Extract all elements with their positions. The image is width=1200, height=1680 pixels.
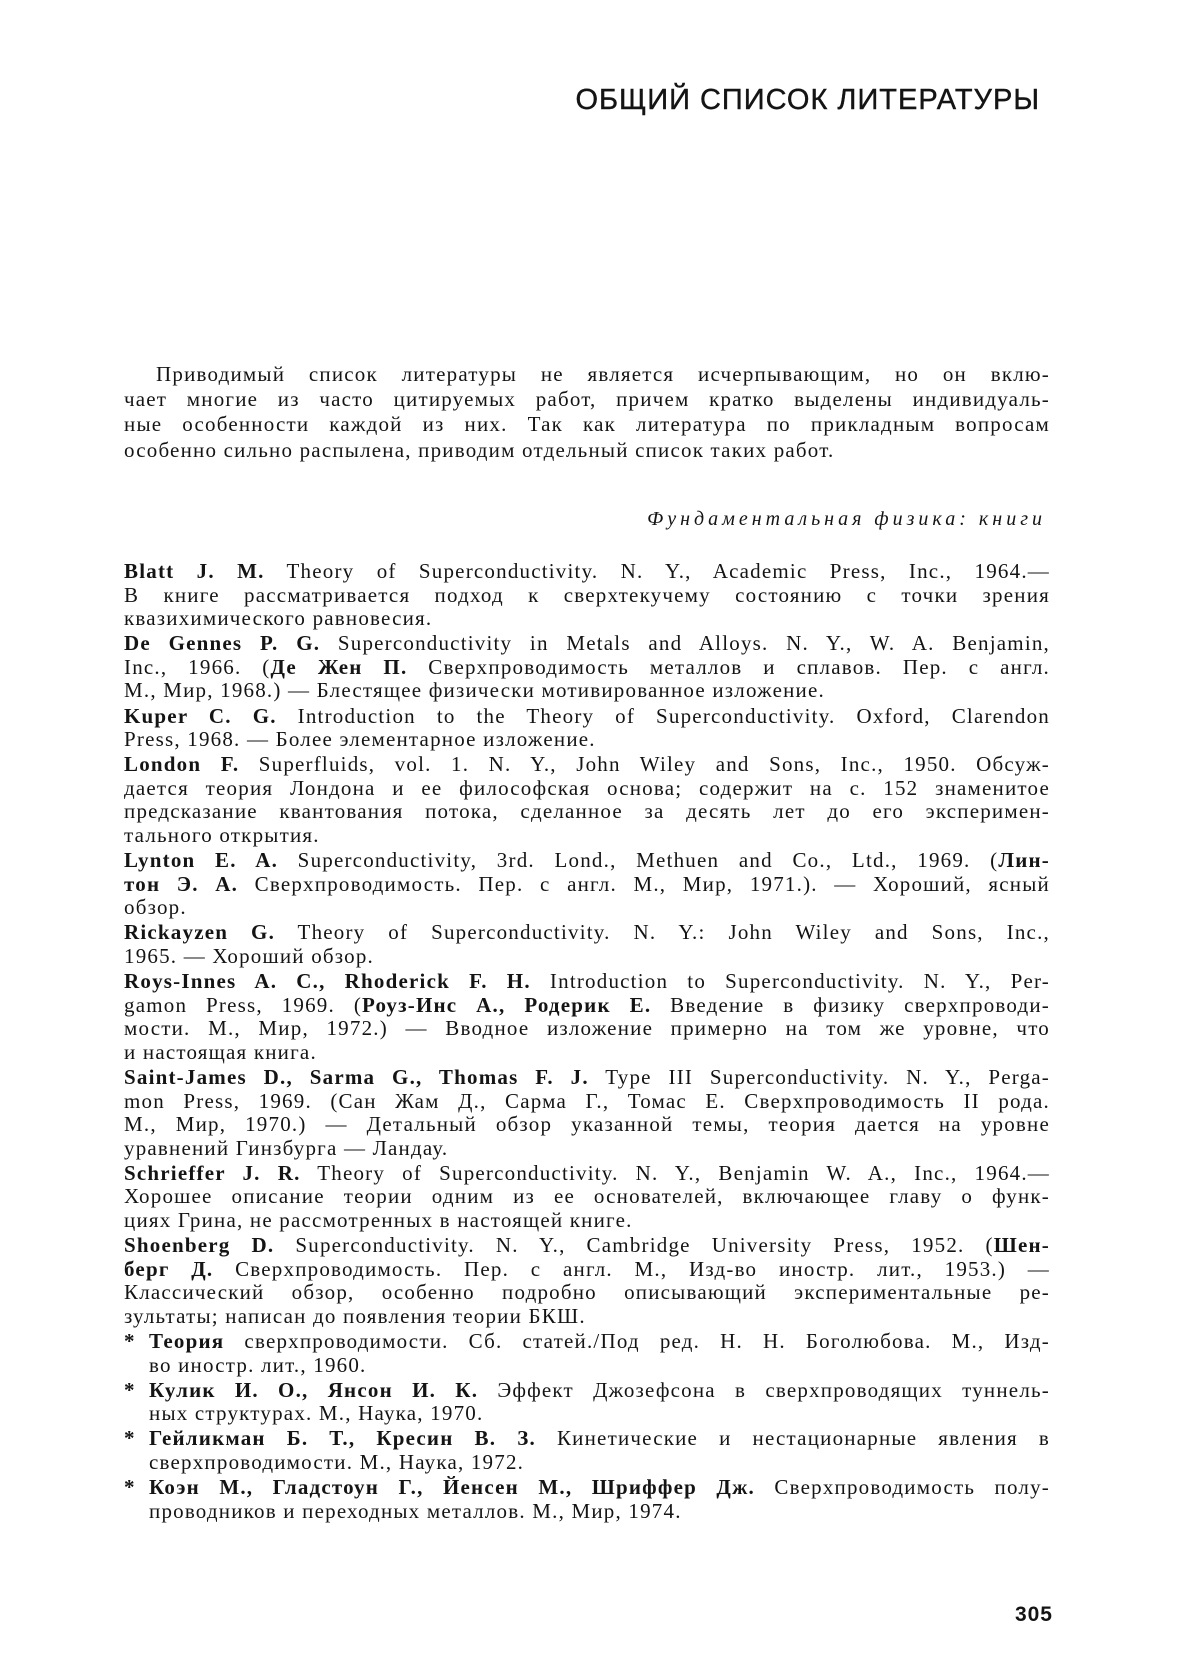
author-name: Saint-James D., Sarma G., Thomas F. J. <box>124 1064 589 1089</box>
entry-line <box>124 1017 1050 1041</box>
entry-text: Классический обзор, особенно подробно описывающий экспериментальные ре- <box>124 1280 1050 1305</box>
author-name: Shoenberg D. <box>124 1233 275 1258</box>
author-name: De Gennes P. G. <box>124 631 321 656</box>
intro-line: ные особенности каждой из них. Так как литература по прикладным вопросам <box>124 412 1050 437</box>
entry-text: В книге рассматривается подход к сверхтекучему состоянию с точки зрения <box>124 582 1050 607</box>
entry-text: Theory of Superconductivity. N. Y., Benjamin W. A., Inc., 1964.— <box>300 1160 1050 1185</box>
entry-line <box>124 656 1050 680</box>
bibliography-entry <box>124 1162 1050 1233</box>
bibliography-entry <box>124 1427 1050 1474</box>
entry-line <box>124 824 1050 848</box>
entry-line <box>124 632 1050 656</box>
author-name: Де Жен П. <box>270 654 408 679</box>
author-name: Roys-Innes A. C., Rhoderick F. H. <box>124 969 531 994</box>
bibliography-entry <box>124 1234 1050 1328</box>
entry-text: Type III Superconductivity. N. Y., Perga- <box>588 1064 1050 1089</box>
entry-line <box>124 560 1050 584</box>
entry-text: Введение в физику сверхпроводи- <box>651 992 1050 1017</box>
entry-line <box>124 1162 1050 1186</box>
entry-line <box>124 1209 1050 1233</box>
bibliography-entry <box>124 1379 1050 1426</box>
intro-line: особенно сильно распылена, приводим отдельный список таких работ. <box>124 437 835 462</box>
entry-line <box>124 1234 1050 1258</box>
entry-line <box>124 679 1050 703</box>
entry-text: Theory of Superconductivity. N. Y.: John Wiley and Sons, Inc., <box>275 920 1050 945</box>
bibliography-entry <box>124 1476 1050 1523</box>
entry-line <box>124 728 1050 752</box>
entry-line <box>124 1090 1050 1114</box>
entry-text: зультаты; написан до появления теории БКШ. <box>124 1303 586 1328</box>
entry-line <box>124 777 1050 801</box>
entry-text: дается теория Лондона и ее философская основа; содержит на с. 152 знаменитое <box>124 775 1050 800</box>
entry-text: уравнений Гинзбурга — Ландау. <box>124 1135 449 1160</box>
author-name: тон Э. А. <box>124 871 239 896</box>
entry-line <box>124 994 1050 1018</box>
entry-line <box>124 1305 1050 1329</box>
author-name: Blatt J. M. <box>124 559 265 583</box>
entry-text: Superconductivity. N. Y., Cambridge University Press, 1952. ( <box>274 1233 994 1258</box>
asterisk-marker: * <box>124 1475 136 1500</box>
entry-text: Сверхпроводимость металлов и сплавов. Пер. с англ. <box>407 654 1050 679</box>
bibliography-entry <box>124 705 1050 752</box>
author-name: Роуз-Инс А., Родерик Е. <box>362 992 652 1017</box>
entry-line <box>124 800 1050 824</box>
entry-text: Сверхпроводимость. Пер. с англ. М., Мир, 1971.). — Хороший, ясный <box>238 871 1050 896</box>
entry-line <box>124 1066 1050 1090</box>
entry-line <box>149 1330 1050 1354</box>
entry-text: Introduction to Superconductivity. N. Y., Per- <box>530 969 1050 994</box>
author-name: Lynton E. A. <box>124 848 279 873</box>
entry-text: Кинетические и нестационарные явления в <box>535 1426 1050 1451</box>
section-heading: Фундаментальная физика: книги <box>647 508 1046 530</box>
entry-line <box>124 896 1050 920</box>
author-name: Гейликман Б. Т., Кресин В. З. <box>149 1426 536 1451</box>
entry-text: Press, 1968. — Более элементарное изложение. <box>124 727 596 752</box>
entry-line <box>124 1258 1050 1282</box>
entry-line <box>149 1500 1050 1524</box>
entry-text: Superconductivity, 3rd. Lond., Methuen and Co., Ltd., 1969. ( <box>278 848 999 873</box>
asterisk-marker: * <box>124 1426 136 1451</box>
entry-text: mon Press, 1969. (Сан Жам Д., Сарма Г., Томас Е. Сверхпроводимость II рода. <box>124 1088 1050 1113</box>
entry-text: Introduction to the Theory of Superconductivity. Oxford, Clarendon <box>276 703 1050 728</box>
author-name: Rickayzen G. <box>124 920 276 945</box>
page-title: ОБЩИЙ СПИСОК ЛИТЕРАТУРЫ <box>575 84 1040 116</box>
entry-text: 1965. — Хороший обзор. <box>124 944 374 968</box>
author-name: Теория <box>149 1329 225 1353</box>
entry-text: Эффект Джозефсона в сверхпроводящих туннель- <box>478 1377 1050 1402</box>
entry-text: обзор. <box>124 895 187 920</box>
entry-text: Сверхпроводимость полу- <box>754 1475 1050 1500</box>
author-name: Шен- <box>993 1233 1050 1258</box>
asterisk-marker: * <box>124 1377 136 1402</box>
author-name: Кулик И. О., Янсон И. К. <box>149 1377 479 1402</box>
entry-line <box>124 753 1050 777</box>
entry-line <box>124 1185 1050 1209</box>
bibliography-entry <box>124 632 1050 703</box>
entry-line <box>124 873 1050 897</box>
author-name: Коэн М., Гладстоун Г., Йенсен М., Шриффер Дж. <box>149 1475 755 1500</box>
entry-line <box>124 970 1050 994</box>
entry-text: предсказание квантования потока, сделанное за десять лет до его эксперимен- <box>124 799 1050 824</box>
bibliography-entry <box>124 753 1050 847</box>
author-name: Schrieffer J. R. <box>124 1160 301 1185</box>
entry-text: Superfluids, vol. 1. N. Y., John Wiley and Sons, Inc., 1950. Обсуж- <box>239 752 1050 777</box>
entry-line <box>124 945 1050 969</box>
entry-text: Inc., 1966. ( <box>124 654 271 679</box>
page-number: 305 <box>1014 1603 1053 1626</box>
entry-line <box>124 921 1050 945</box>
author-name: Лин- <box>998 848 1050 873</box>
bibliography-entry <box>124 560 1050 631</box>
author-name: Kuper C. G. <box>124 703 277 728</box>
entry-text: ных структурах. М., Наука, 1970. <box>149 1401 484 1426</box>
entry-line <box>149 1379 1050 1403</box>
asterisk-marker: * <box>124 1329 136 1353</box>
entry-line <box>124 849 1050 873</box>
entry-line <box>124 1281 1050 1305</box>
entry-line <box>149 1451 1050 1475</box>
entry-line <box>124 1113 1050 1137</box>
intro-paragraph <box>124 362 1050 463</box>
bibliography-entry <box>124 921 1050 968</box>
entry-text: квазихимического равновесия. <box>124 606 433 631</box>
intro-line: чает многие из часто цитируемых работ, причем кратко выделены индивидуаль- <box>124 387 1050 412</box>
entry-line <box>149 1427 1050 1451</box>
entry-text: Superconductivity in Metals and Alloys. N. Y., W. A. Benjamin, <box>320 631 1051 656</box>
entry-text: М., Мир, 1970.) — Детальный обзор указанной темы, теория дается на уровне <box>124 1112 1050 1137</box>
entry-line <box>124 1041 1050 1065</box>
entry-text: Сверхпроводимость. Пер. с англ. М., Изд-во иностр. лит., 1953.) — <box>213 1256 1050 1281</box>
entry-text: М., Мир, 1968.) — Блестящее физически мотивированное изложение. <box>124 678 825 703</box>
entry-text: циях Грина, не рассмотренных в настоящей книге. <box>124 1208 633 1233</box>
intro-line: Приводимый список литературы не является исчерпывающим, но он вклю- <box>156 362 1050 386</box>
entry-text: сверхпроводимости. М., Наука, 1972. <box>149 1449 525 1474</box>
entry-text: и настоящая книга. <box>124 1039 317 1064</box>
entry-line <box>149 1402 1050 1426</box>
entry-line <box>124 705 1050 729</box>
entry-text: во иностр. лит., 1960. <box>149 1352 367 1377</box>
entry-text: Хорошее описание теории одним из ее основателей, включающее главу о функ- <box>124 1184 1050 1209</box>
entry-line <box>124 584 1050 608</box>
bibliography-entry <box>124 970 1050 1064</box>
entry-text: мости. М., Мир, 1972.) — Вводное изложение примерно на том же уровне, что <box>124 1016 1050 1041</box>
entry-text: Theory of Superconductivity. N. Y., Academic Press, Inc., 1964.— <box>264 559 1050 583</box>
entry-text: gamon Press, 1969. ( <box>124 992 363 1017</box>
entry-line <box>149 1476 1050 1500</box>
entry-text: сверхпроводимости. Сб. статей./Под ред. Н. Н. Боголюбова. М., Изд- <box>224 1329 1050 1353</box>
entry-line <box>124 1137 1050 1161</box>
author-name: London F. <box>124 752 240 777</box>
entry-line <box>149 1354 1050 1378</box>
author-name: берг Д. <box>124 1256 214 1281</box>
entry-line <box>124 607 1050 631</box>
bibliography-entry <box>124 1330 1050 1377</box>
bibliography-list <box>124 560 1050 1525</box>
bibliography-entry <box>124 849 1050 920</box>
entry-text: проводников и переходных металлов. М., Мир, 1974. <box>149 1498 682 1523</box>
entry-text: тального открытия. <box>124 823 320 848</box>
bibliography-entry <box>124 1066 1050 1160</box>
